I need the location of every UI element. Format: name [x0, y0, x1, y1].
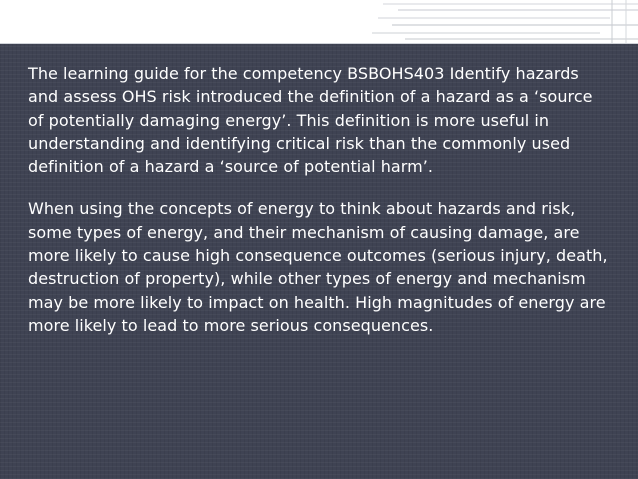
paragraph-hazard-definition: The learning guide for the competency BSBOHS403 Identify hazards and assess OHS risk introduced the definition of a hazard as a ‘source of potentially damaging energy’. This definition is more useful in understanding and identifying critical risk than the commonly used definition of a hazard a ‘source of potential harm’.	[28, 64, 593, 177]
paragraph-energy-concepts: When using the concepts of energy to think about hazards and risk, some types of energy, and their mechanism of causing damage, are more likely to cause high consequence outcomes (serious injury, death, destruction of property), while other types of energy and mechanism may be more likely to impact on health. High magnitudes of energy are more likely to lead to more serious consequences.	[28, 199, 608, 335]
slide-body	[28, 62, 608, 356]
header-divider	[0, 43, 638, 44]
decorative-header-lines	[0, 0, 638, 44]
